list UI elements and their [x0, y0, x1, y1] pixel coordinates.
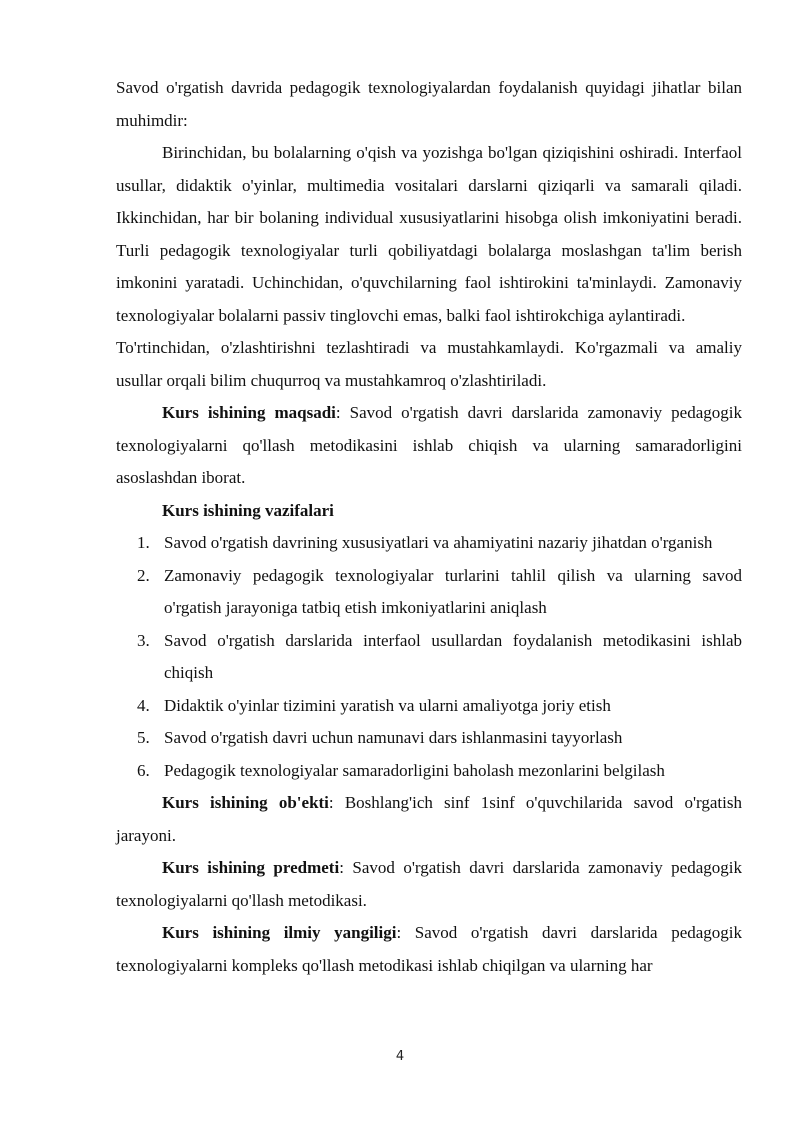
list-item-text: Pedagogik texnologiyalar samaradorligini baholash mezonlarini belgilash — [164, 760, 665, 780]
tasks-list — [116, 527, 742, 787]
fourth-reason-paragraph: To'rtinchidan, o'zlashtirishni tezlashtiradi va mustahkamlaydi. Ko'rgazmali va amaliy usullar orqali bilim chuqurroq va mustahkamroq o'zlashtiriladi. — [116, 338, 742, 390]
list-item — [116, 690, 742, 723]
goal-text: : Savod o'rgatish davri darslarida zamonaviy pedagogik texnologiyalarni qo'llash metodikasini ishlab chiqish va ularning samaradorligini asoslashdan iborat. — [116, 403, 742, 487]
novelty-label: Kurs ishining ilmiy yangiligi — [162, 923, 397, 942]
page-number: 4 — [395, 1049, 405, 1064]
subject-label: Kurs ishining predmeti — [162, 858, 340, 877]
list-item-text: Didaktik o'yinlar tizimini yaratish va ularni amaliyotga joriy etish — [164, 695, 611, 715]
list-item-number: 6. — [137, 760, 150, 780]
novelty-paragraph — [116, 917, 742, 982]
list-item-number: 2. — [137, 565, 150, 585]
tasks-heading: Kurs ishining vazifalari — [162, 500, 334, 520]
object-label: Kurs ishining ob'ekti — [162, 793, 329, 812]
object-text: : Boshlang'ich sinf 1sinf o'quvchilarida savod o'rgatish jarayoni. — [116, 793, 742, 845]
document-page — [116, 72, 742, 982]
goal-paragraph — [116, 397, 742, 495]
list-item — [116, 722, 742, 755]
list-item-number: 5. — [137, 728, 150, 747]
list-item-text: Savod o'rgatish davri uchun namunavi dars ishlanmasini tayyorlash — [164, 728, 623, 747]
goal-label: Kurs ishining maqsadi — [162, 403, 336, 422]
novelty-text: : Savod o'rgatish davri darslarida pedagogik texnologiyalarni kompleks qo'llash metodikasi ishlab chiqilgan va ularning har — [116, 923, 743, 975]
list-item-text: Savod o'rgatish darslarida interfaol usullardan foydalanish metodikasini ishlab chiqish — [164, 630, 742, 682]
list-item-number: 1. — [137, 533, 150, 552]
list-item — [116, 527, 742, 560]
list-item — [116, 755, 742, 788]
list-item-number: 4. — [137, 695, 150, 715]
intro-paragraph: Savod o'rgatish davrida pedagogik texnologiyalardan foydalanish quyidagi jihatlar bilan muhimdir: — [116, 78, 742, 130]
object-paragraph — [116, 787, 742, 852]
subject-paragraph — [116, 852, 742, 917]
list-item-text: Savod o'rgatish davrining xususiyatlari va ahamiyatini nazariy jihatdan o'rganish — [164, 533, 713, 552]
list-item — [116, 625, 742, 690]
subject-text: : Savod o'rgatish davri darslarida zamonaviy pedagogik texnologiyalarni qo'llash metodikasi. — [116, 858, 742, 910]
list-item — [116, 560, 742, 625]
reasons-paragraph: Birinchidan, bu bolalarning o'qish va yozishga bo'lgan qiziqishini oshiradi. Interfaol usullar, didaktik o'yinlar, multimedia vositalari darslarni qiziqarli va samarali qiladi. Ikkinchidan, har bir bolaning individual xususiyatlarini hisobga olish imkoniyatini beradi. Turli pedagogik texnologiyalar turli qobiliyatdagi bolalarga moslashgan ta'lim berish imkonini yaratadi. Uchinchidan, o'quvchilarning faol ishtirokini ta'minlaydi. Zamonaviy texnologiyalar bolalarni passiv tinglovchi emas, balki faol ishtirokchiga aylantiradi. — [116, 143, 742, 325]
list-item-number: 3. — [137, 630, 150, 650]
list-item-text: Zamonaviy pedagogik texnologiyalar turlarini tahlil qilish va ularning savod o'rgatish jarayoniga tatbiq etish imkoniyatlarini aniqlash — [164, 565, 742, 617]
